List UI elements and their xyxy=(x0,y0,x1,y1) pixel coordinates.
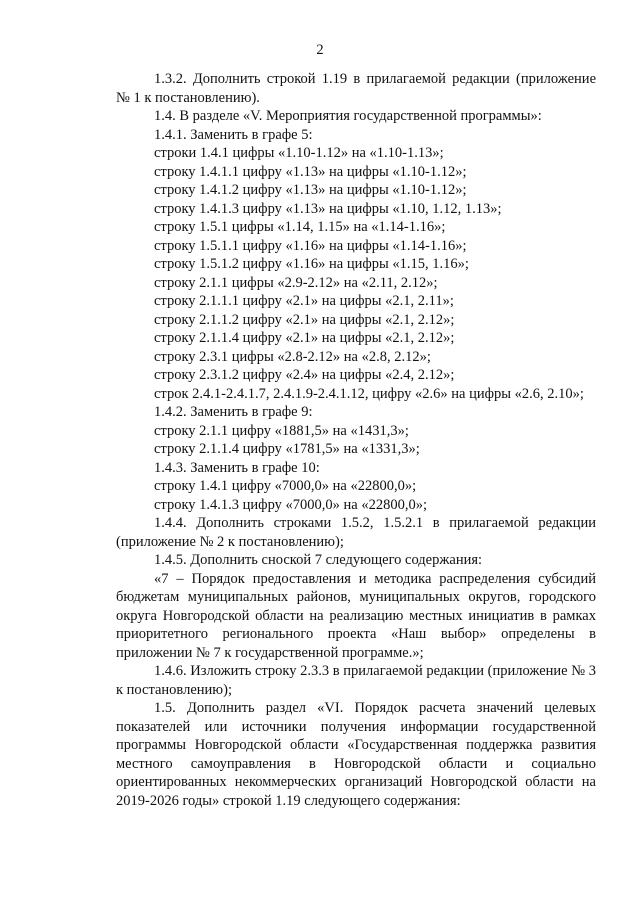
amendment-line: строку 1.5.1.2 цифру «1.16» на цифры «1.15, 1.16»; xyxy=(154,256,469,272)
paragraph: 1.5. Дополнить раздел «VI. Порядок расчета значений целевых показателей или источники получения информации государственной программы Новгородской области «Государственная поддержка развития местного самоуправления в Новгородской области и социально ориентированных некоммерческих организаций Новгородской области на 2019-2026 годы» строкой 1.19 следующего содержания: xyxy=(116,700,596,809)
paragraph: 1.3.2. Дополнить строкой 1.19 в прилагаемой редакции (приложение xyxy=(154,71,596,87)
amendment-line: строку 2.3.1.2 цифру «2.4» на цифры «2.4, 2.12»; xyxy=(154,367,455,383)
footnote-text: «7 – Порядок предоставления и методика распределения субсидий бюджетам муниципальных районов, муниципальных округов, городского округа Новгородской области на реализацию местных инициатив в рамках приоритетного регионального проекта «Наш выбор» определены в приложении № 7 к государственной программе.»; xyxy=(116,570,596,661)
paragraph: 1.4. В разделе «V. Мероприятия государственной программы»: xyxy=(154,108,542,124)
amendment-line: строку 1.4.1 цифру «7000,0» на «22800,0»; xyxy=(154,478,417,494)
page-number: 2 xyxy=(316,42,324,58)
paragraph: 1.4.5. Дополнить сноской 7 следующего содержания: xyxy=(154,552,483,568)
amendment-line: строки 1.4.1 цифры «1.10-1.12» на «1.10-1.13»; xyxy=(154,145,444,161)
amendment-line: строку 1.4.1.3 цифру «7000,0» на «22800,0»; xyxy=(154,496,427,513)
paragraph: 1.4.4. Дополнить строками 1.5.2, 1.5.2.1 в прилагаемой редакции xyxy=(154,515,596,531)
amendment-line: строк 2.4.1-2.4.1.7, 2.4.1.9-2.4.1.12, цифру «2.6» на цифры «2.6, 2.10»; xyxy=(154,385,584,402)
amendment-line: строку 2.1.1.2 цифру «2.1» на цифры «2.1, 2.12»; xyxy=(154,311,455,328)
amendment-line: строку 2.1.1.1 цифру «2.1» на цифры «2.1, 2.11»; xyxy=(154,293,454,309)
paragraph: № 1 к постановлению). xyxy=(116,89,260,106)
paragraph: 1.4.2. Заменить в графе 9: xyxy=(154,404,313,420)
amendment-line: строку 1.5.1 цифры «1.14, 1.15» на «1.14-1.16»; xyxy=(154,219,446,235)
amendment-line: строку 2.1.1 цифру «1881,5» на «1431,3»; xyxy=(154,422,409,439)
paragraph: (приложение № 2 к постановлению); xyxy=(116,533,344,550)
paragraph: 1.4.3. Заменить в графе 10: xyxy=(154,459,320,476)
amendment-line: строку 1.4.1.2 цифру «1.13» на цифры «1.10-1.12»; xyxy=(154,182,467,198)
document-body xyxy=(116,70,596,810)
amendment-line: строку 2.3.1 цифры «2.8-2.12» на «2.8, 2.12»; xyxy=(154,348,431,365)
amendment-line: строку 2.1.1.4 цифру «1781,5» на «1331,3»; xyxy=(154,441,420,457)
paragraph: 1.4.1. Заменить в графе 5: xyxy=(154,126,313,143)
amendment-line: строку 2.1.1 цифры «2.9-2.12» на «2.11, 2.12»; xyxy=(154,274,438,291)
amendment-line: строку 1.5.1.1 цифру «1.16» на цифры «1.14-1.16»; xyxy=(154,237,467,254)
paragraph: 1.4.6. Изложить строку 2.3.3 в прилагаемой редакции (приложение № 3 к постановлению); xyxy=(116,663,596,698)
amendment-line: строку 1.4.1.1 цифру «1.13» на цифры «1.10-1.12»; xyxy=(154,163,467,180)
amendment-line: строку 1.4.1.3 цифру «1.13» на цифры «1.10, 1.12, 1.13»; xyxy=(154,200,502,217)
amendment-line: строку 2.1.1.4 цифру «2.1» на цифры «2.1, 2.12»; xyxy=(154,330,455,346)
